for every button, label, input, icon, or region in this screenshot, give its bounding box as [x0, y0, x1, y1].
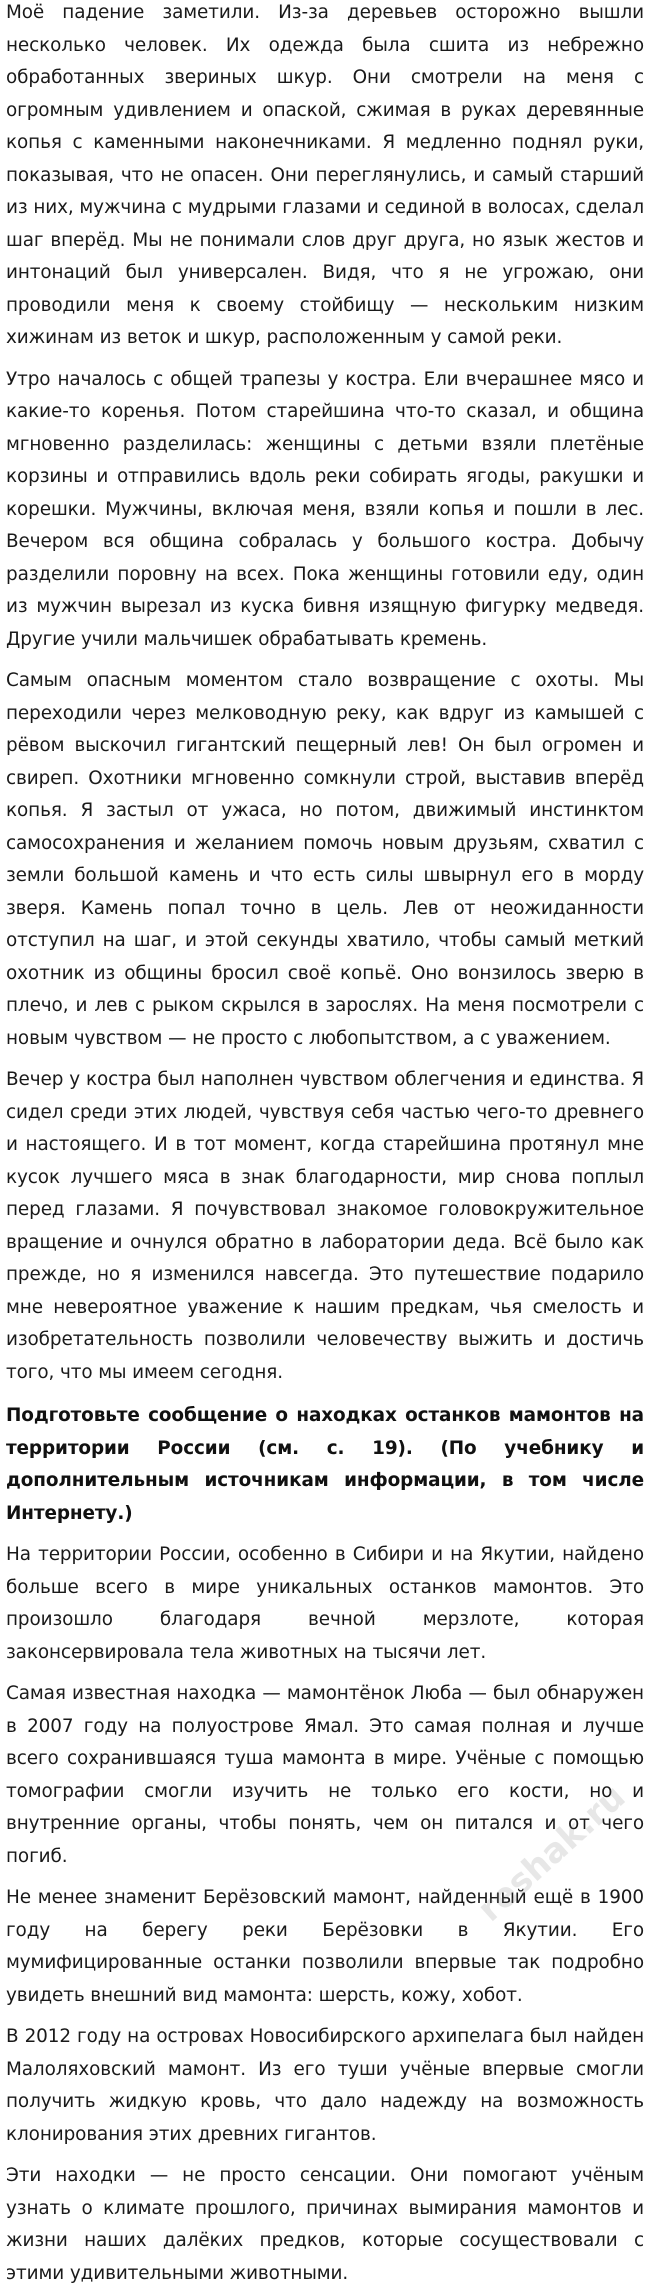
answer-paragraph-5: Эти находки — не просто сенсации. Они помогают учёным узнать о климате прошлого, причинах вымирания мамонтов и жизни наших далёких предков, которые сосуществовали с этими удивительными животными. — [6, 2165, 644, 2284]
story-paragraph-2: Утро началось с общей трапезы у костра. Ели вчерашнее мясо и какие-то коренья. Потом старейшина что-то сказал, и община мгновенно разделилась: женщины с детьми взяли плетёные корзины и отправились вдоль реки собирать ягоды, ракушки и корешки. Мужчины, включая меня, взяли копья и пошли в лес. Вечером вся община собралась у большого костра. Добычу разделили поровну на всех. Пока женщины готовили еду, один из мужчин вырезал из куска бивня изящную фигурку медведя. Другие учили мальчишек обрабатывать кремень. — [6, 368, 644, 650]
task-heading: Подготовьте сообщение о находках останков мамонтов на территории России (см. с. 19). (По учебнику и дополнительным источникам информации, в том числе Интернету.) — [6, 1405, 644, 1524]
watermark: reshak.ru — [470, 1777, 634, 1930]
story-paragraph-3: Самым опасным моментом стало возвращение с охоты. Мы переходили через мелководную реку, как вдруг из камышей с рёвом выскочил гигантский пещерный лев! Он был огромен и свиреп. Охотники мгновенно сомкнули строй, выставив вперёд копья. Я застыл от ужаса, но потом, движимый инстинктом самосохранения и желанием помочь новым друзьям, схватил с земли большой камень и что есть силы швырнул его в морду зверя. Камень попал точно в цель. Лев от неожиданности отступил на шаг, и этой секунды хватило, чтобы самый меткий охотник из общины бросил своё копьё. Оно вонзилось зверю в плечо, и лев с рыком скрылся в зарослях. На меня посмотрели с новым чувством — не просто с любопытством, а с уважением. — [6, 670, 644, 1049]
answer-paragraph-1: На территории России, особенно в Сибири и на Якутии, найдено больше всего в мире уникальных останков мамонтов. Это произошло благодаря вечной мерзлоте, которая законсервировала тела животных на тысячи лет. — [6, 1544, 644, 1663]
answer-paragraph-4: В 2012 году на островах Новосибирского архипелага был найден Малоляховский мамонт. Из его туши учёные впервые смогли получить жидкую кровь, что дало надежду на возможность клонирования этих древних гигантов. — [6, 2026, 644, 2145]
answer-paragraph-3: Не менее знаменит Берёзовский мамонт, найденный ещё в 1900 году на берегу реки Берёзовки в Якутии. Его мумифицированные останки позволили впервые так подробно увидеть внешний вид мамонта: шерсть, кожу, хобот. — [6, 1887, 644, 2006]
story-paragraph-1: Моё падение заметили. Из-за деревьев осторожно вышли несколько человек. Их одежда была сшита из небрежно обработанных звериных шкур. Они смотрели на меня с огромным удивлением и опаской, сжимая в руках деревянные копья с каменными наконечниками. Я медленно поднял руки, показывая, что не опасен. Они переглянулись, и самый старший из них, мужчина с мудрыми глазами и сединой в волосах, сделал шаг вперёд. Мы не понимали слов друг друга, но язык жестов и интонаций был универсален. Видя, что я не угрожаю, они проводили меня к своему стойбищу — нескольким низким хижинам из веток и шкур, расположенным у самой реки. — [6, 2, 644, 348]
answer-paragraph-2: Самая известная находка — мамонтёнок Люба — был обнаружен в 2007 году на полуострове Ямал. Это самая полная и лучше всего сохранившаяся туша мамонта в мире. Учёные с помощью томографии смогли изучить не только его кости, но и внутренние органы, чтобы понять, чем он питался и от чего погиб. — [6, 1683, 644, 1867]
story-paragraph-4: Вечер у костра был наполнен чувством облегчения и единства. Я сидел среди этих людей, чувствуя себя частью чего-то древнего и настоящего. И в тот момент, когда старейшина протянул мне кусок лучшего мяса в знак благодарности, мир снова поплыл перед глазами. Я почувствовал знакомое головокружительное вращение и очнулся обратно в лаборатории деда. Всё было как прежде, но я изменился навсегда. Это путешествие подарило мне невероятное уважение к нашим предкам, чья смелость и изобретательность позволили человечеству выжить и достичь того, что мы имеем сегодня. — [6, 1069, 644, 1383]
